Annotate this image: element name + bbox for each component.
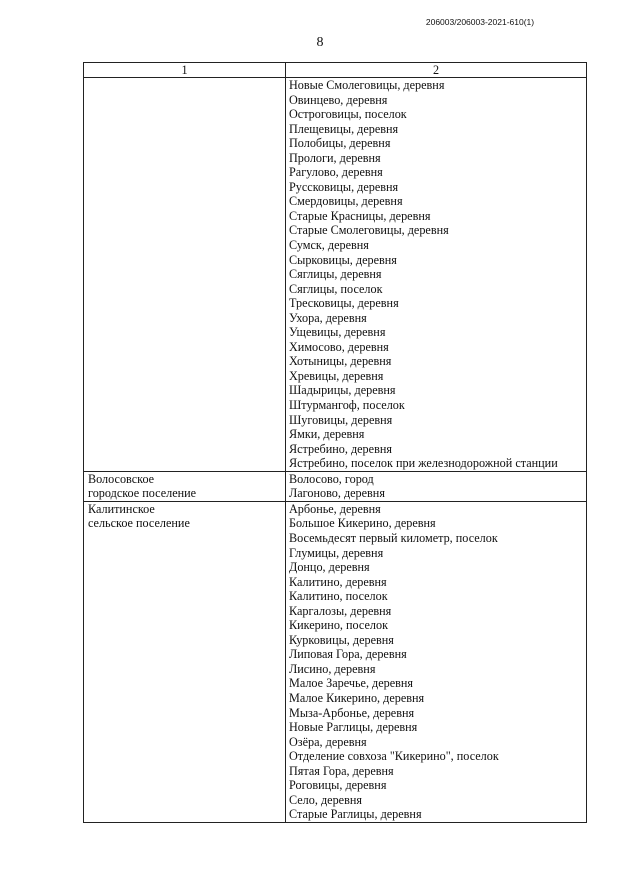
settlement-name-line: городское поселение [88,486,197,501]
locality-item: Плещевицы, деревня [289,121,399,136]
locality-item: Кикерино, поселок [289,618,388,633]
locality-item: Шадырицы, деревня [289,383,396,398]
table-row [84,471,587,501]
locality-item: Овинцево, деревня [289,92,388,107]
table-header-row [84,63,587,78]
localities-cell [286,501,587,822]
locality-item: Хревицы, деревня [289,368,384,383]
settlement-cell [84,501,286,822]
locality-item: Большое Кикерино, деревня [289,516,436,531]
locality-item: Липовая Гора, деревня [289,647,407,662]
locality-item: Руссковицы, деревня [289,179,399,194]
locality-item: Сырковицы, деревня [289,252,397,267]
locality-item: Калитино, поселок [289,589,388,604]
locality-item: Ямки, деревня [289,427,365,442]
settlement-name-line: Калитинское [88,501,155,516]
locality-item: Ястребино, поселок при железнодорожной станции [289,456,558,471]
locality-item: Старые Смолеговицы, деревня [289,223,449,238]
locality-item: Тресковицы, деревня [289,296,399,311]
locality-item: Штурмангоф, поселок [289,398,405,413]
locality-item: Лисино, деревня [289,661,376,676]
locality-item: Ухора, деревня [289,310,367,325]
locality-item: Старые Раглицы, деревня [289,807,422,822]
column-header-1: 1 [84,63,286,78]
locality-item: Ущевицы, деревня [289,325,386,340]
locality-item: Волосово, город [289,471,374,486]
locality-item: Сяглицы, деревня [289,267,382,282]
locality-item: Донцо, деревня [289,560,370,575]
locality-item: Отделение совхоза "Кикерино", поселок [289,749,499,764]
page-number: 8 [316,35,324,50]
locality-item: Сумск, деревня [289,238,369,253]
locality-item: Полобицы, деревня [289,136,391,151]
locality-item: Прологи, деревня [289,150,381,165]
locality-item: Пятая Гора, деревня [289,763,394,778]
settlement-cell [84,471,286,501]
locality-item: Рагулово, деревня [289,165,383,180]
settlements-table [83,62,587,823]
locality-item: Калитино, деревня [289,574,387,589]
locality-item: Курковицы, деревня [289,632,394,647]
locality-item: Лагоново, деревня [289,486,385,501]
locality-item: Шуговицы, деревня [289,412,393,427]
locality-item: Химосово, деревня [289,339,389,354]
locality-item: Новые Смолеговицы, деревня [289,78,445,92]
locality-item: Озёра, деревня [289,734,367,749]
localities-cell [286,78,587,472]
table-row [84,78,587,472]
column-header-2: 2 [286,63,587,78]
locality-item: Ястребино, деревня [289,441,392,456]
locality-item: Сяглицы, поселок [289,281,383,296]
locality-item: Малое Кикерино, деревня [289,690,425,705]
locality-item: Мыза-Арбонье, деревня [289,705,415,720]
locality-item: Глумицы, деревня [289,545,384,560]
settlement-name-line: сельское поселение [88,516,190,531]
document-id: 206003/206003-2021-610(1) [425,17,535,27]
locality-item: Малое Заречье, деревня [289,676,414,691]
settlement-name-line: Волосовское [88,471,155,486]
localities-cell [286,471,587,501]
locality-item: Село, деревня [289,792,362,807]
locality-item: Восемьдесят первый километр, поселок [289,530,498,545]
locality-item: Арбонье, деревня [289,501,381,516]
locality-item: Смердовицы, деревня [289,194,403,209]
settlement-cell [84,78,286,472]
locality-item: Остроговицы, поселок [289,107,407,122]
locality-item: Роговицы, деревня [289,778,387,793]
locality-item: Каргалозы, деревня [289,603,392,618]
locality-item: Старые Красницы, деревня [289,208,431,223]
table-row [84,501,587,822]
locality-item: Хотыницы, деревня [289,354,392,369]
locality-item: Новые Раглицы, деревня [289,720,418,735]
